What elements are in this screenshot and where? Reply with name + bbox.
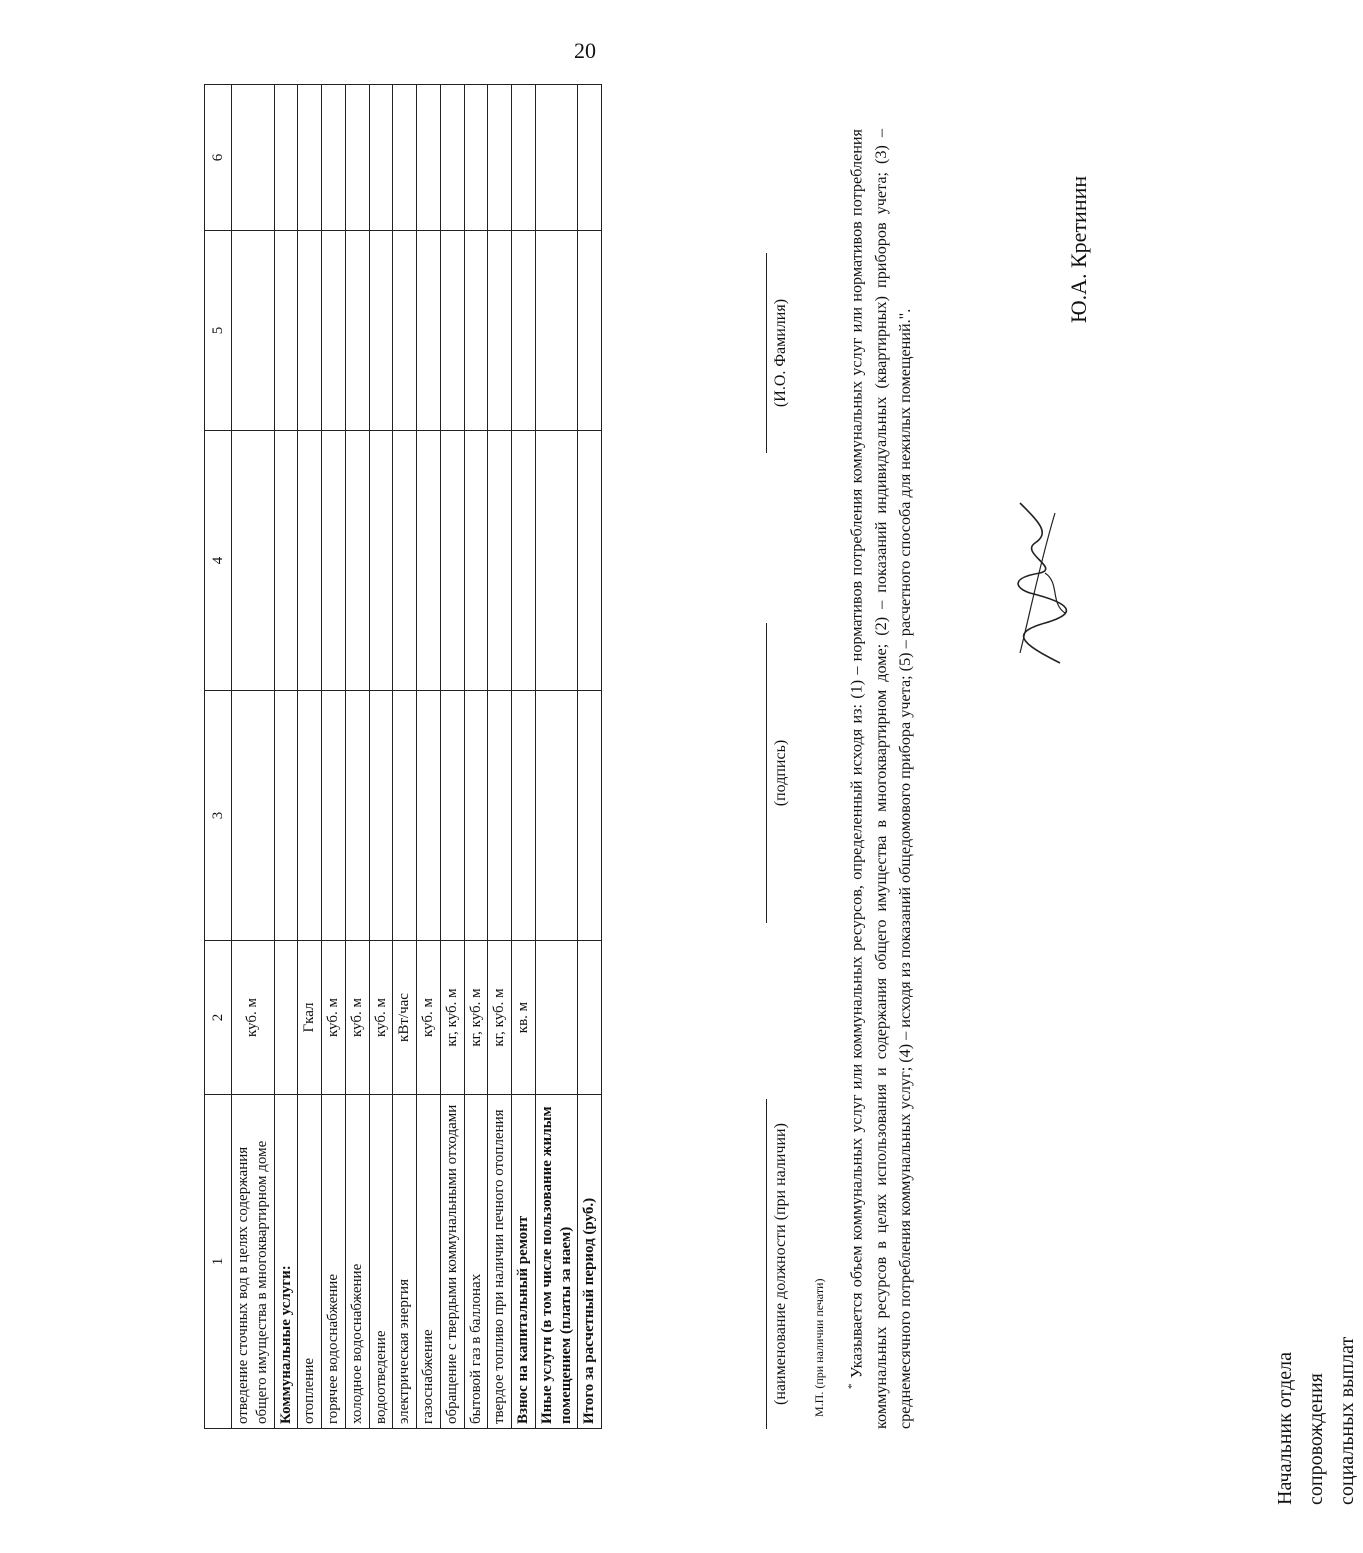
empty-value-cell — [464, 431, 488, 691]
empty-value-cell — [440, 431, 464, 691]
row-unit-cell: кг, куб. м — [488, 941, 512, 1095]
empty-value-cell — [274, 691, 298, 941]
empty-value-cell — [232, 691, 275, 941]
handwritten-signature — [1000, 493, 1080, 673]
table-row — [298, 85, 322, 1429]
empty-value-cell — [512, 691, 536, 941]
table-row — [578, 85, 602, 1429]
row-name-cell: водоотведение — [369, 1095, 393, 1429]
empty-value-cell — [298, 231, 322, 431]
row-unit-cell: Гкал — [298, 941, 322, 1095]
empty-value-cell — [232, 85, 275, 231]
empty-value-cell — [369, 231, 393, 431]
header-cell: 6 — [205, 85, 232, 231]
row-unit-cell: куб. м — [345, 941, 369, 1095]
table-header-row — [205, 85, 232, 1429]
empty-value-cell — [464, 85, 488, 231]
empty-value-cell — [488, 691, 512, 941]
empty-value-cell — [535, 85, 578, 231]
empty-value-cell — [322, 231, 346, 431]
signer-name: Ю.А. Кретинин — [1066, 175, 1091, 323]
row-name-cell: холодное водоснабжение — [345, 1095, 369, 1429]
signature-caption: (подпись) — [772, 739, 789, 807]
table-row — [440, 85, 464, 1429]
table-row — [488, 85, 512, 1429]
empty-value-cell — [274, 85, 298, 231]
empty-value-cell — [535, 231, 578, 431]
empty-value-cell — [512, 85, 536, 231]
empty-value-cell — [512, 231, 536, 431]
table-row — [322, 85, 346, 1429]
row-name-cell: горячее водоснабжение — [322, 1095, 346, 1429]
table-row — [232, 85, 275, 1429]
row-name-cell: Взнос на капитальный ремонт — [512, 1095, 536, 1429]
row-name-cell: электрическая энергия — [393, 1095, 417, 1429]
empty-value-cell — [578, 85, 602, 231]
empty-value-cell — [488, 85, 512, 231]
empty-value-cell — [464, 691, 488, 941]
empty-value-cell — [440, 85, 464, 231]
empty-value-cell — [345, 231, 369, 431]
empty-value-cell — [393, 231, 417, 431]
empty-value-cell — [488, 431, 512, 691]
row-unit-cell: кг, куб. м — [464, 941, 488, 1095]
row-unit-cell: куб. м — [322, 941, 346, 1095]
table-row — [512, 85, 536, 1429]
row-name-cell: отведение сточных вод в целях содержания общего имущества в многоквартирном доме — [232, 1095, 275, 1429]
signer-title-line: сопровождения — [1305, 1373, 1327, 1505]
table-row — [369, 85, 393, 1429]
empty-value-cell — [578, 431, 602, 691]
empty-value-cell — [232, 231, 275, 431]
empty-value-cell — [298, 85, 322, 231]
row-name-cell: отопление — [298, 1095, 322, 1429]
empty-value-cell — [232, 431, 275, 691]
position-caption: (наименование должности (при наличии) — [772, 1123, 789, 1405]
empty-value-cell — [578, 231, 602, 431]
services-table — [204, 84, 602, 1429]
row-name-cell: бытовой газ в баллонах — [464, 1095, 488, 1429]
empty-value-cell — [440, 231, 464, 431]
row-name-cell: Итого за расчетный период (руб.) — [578, 1095, 602, 1429]
table-row — [464, 85, 488, 1429]
row-name-cell: твердое топливо при наличии печного отопления — [488, 1095, 512, 1429]
row-unit-cell: куб. м — [417, 941, 441, 1095]
empty-value-cell — [417, 85, 441, 231]
signer-title — [1270, 1337, 1363, 1505]
row-unit-cell — [274, 941, 298, 1095]
empty-value-cell — [417, 231, 441, 431]
empty-value-cell — [535, 431, 578, 691]
signer-title-line: социальных выплат — [1336, 1336, 1358, 1505]
empty-value-cell — [298, 691, 322, 941]
name-line — [766, 253, 767, 453]
empty-value-cell — [345, 431, 369, 691]
header-cell: 5 — [205, 231, 232, 431]
empty-value-cell — [322, 85, 346, 231]
table-row — [417, 85, 441, 1429]
empty-value-cell — [369, 85, 393, 231]
empty-value-cell — [417, 431, 441, 691]
page-number: 20 — [574, 38, 596, 63]
empty-value-cell — [393, 691, 417, 941]
empty-value-cell — [345, 691, 369, 941]
row-unit-cell — [535, 941, 578, 1095]
empty-value-cell — [535, 691, 578, 941]
signer-title-line: Начальник отдела — [1274, 1352, 1296, 1505]
name-caption: (И.О. Фамилия) — [772, 298, 789, 408]
empty-value-cell — [393, 431, 417, 691]
empty-value-cell — [369, 691, 393, 941]
empty-value-cell — [274, 431, 298, 691]
empty-value-cell — [578, 691, 602, 941]
empty-value-cell — [393, 85, 417, 231]
empty-value-cell — [488, 231, 512, 431]
empty-value-cell — [464, 231, 488, 431]
empty-value-cell — [440, 691, 464, 941]
position-line — [766, 1099, 767, 1429]
row-unit-cell: кв. м — [512, 941, 536, 1095]
row-unit-cell: куб. м — [369, 941, 393, 1095]
empty-value-cell — [322, 431, 346, 691]
row-name-cell: Коммунальные услуги: — [274, 1095, 298, 1429]
header-cell: 2 — [205, 941, 232, 1095]
empty-value-cell — [369, 431, 393, 691]
row-unit-cell — [578, 941, 602, 1095]
footnote-text: Указывается объем коммунальных услуг или коммунальных ресурсов, определенный исходя из: (1) – нормативов потребления коммунальных услуг или нормативов потребления коммунальных ресурсов в целях использования и содержания общего имущества в многоквартирном доме; (2) – показаний индивидуальных (квартирных) приборов учета; (3) – среднемесячного потребления коммунальных услуг; (4) – исходя из показаний общедомового прибора учета; (5) – расчетного способа для нежилых помещений.". — [847, 129, 915, 1429]
stamp-note: М.П. (при наличии печати) — [812, 1278, 826, 1417]
empty-value-cell — [298, 431, 322, 691]
footnote — [840, 129, 918, 1429]
row-unit-cell: куб. м — [232, 941, 275, 1095]
table-row — [274, 85, 298, 1429]
row-unit-cell: кВт/час — [393, 941, 417, 1095]
empty-value-cell — [274, 231, 298, 431]
header-cell: 4 — [205, 431, 232, 691]
header-cell: 1 — [205, 1095, 232, 1429]
row-unit-cell: кг, куб. м — [440, 941, 464, 1095]
empty-value-cell — [345, 85, 369, 231]
footnote-marker: * — [846, 1383, 858, 1389]
table-row — [345, 85, 369, 1429]
row-name-cell: газоснабжение — [417, 1095, 441, 1429]
empty-value-cell — [322, 691, 346, 941]
table-row — [535, 85, 578, 1429]
signature-line — [766, 623, 767, 923]
row-name-cell: Иные услуги (в том числе пользование жилым помещением (платы за наем) — [535, 1095, 578, 1429]
empty-value-cell — [512, 431, 536, 691]
header-cell: 3 — [205, 691, 232, 941]
table-row — [393, 85, 417, 1429]
row-name-cell: обращение с твердыми коммунальными отходами — [440, 1095, 464, 1429]
empty-value-cell — [417, 691, 441, 941]
